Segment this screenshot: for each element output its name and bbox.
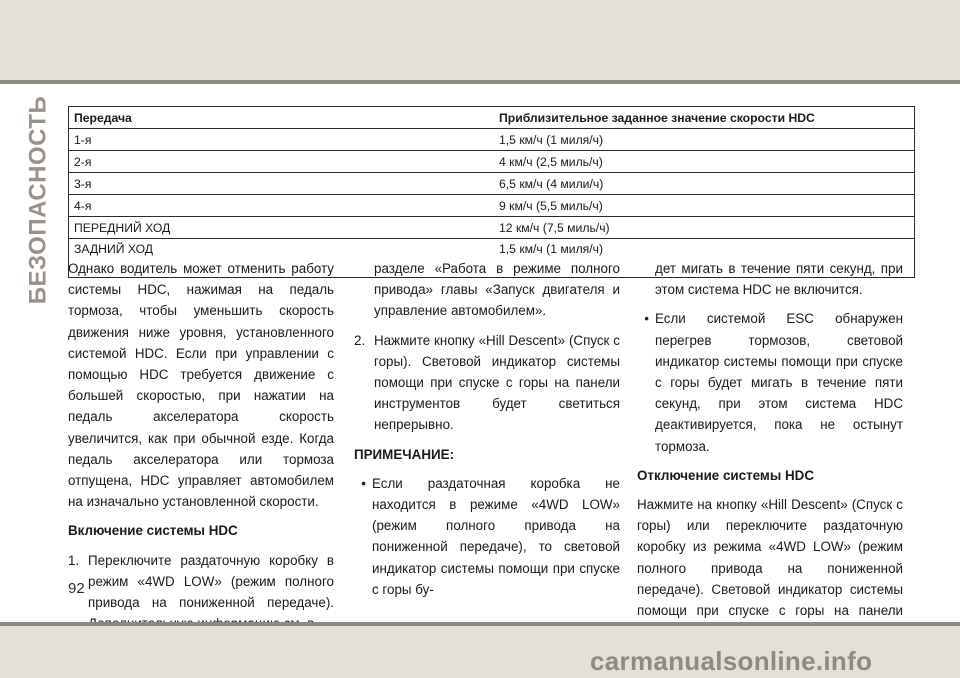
table-row (69, 173, 915, 195)
table-cell-speed: 12 км/ч (7,5 миль/ч) (494, 217, 915, 239)
table-header-row (69, 107, 915, 129)
table-row (69, 217, 915, 239)
list-item (354, 473, 620, 600)
step-number: 2. (354, 332, 366, 348)
watermark-text: carmanualsonline.info (590, 646, 873, 676)
note-bullet-text: Если системой ESC обнаружен перегрев тормозов, световой индикатор системы помощи при спуске с горы будет мигать в течение пяти секунд, при этом система HDC деактивируется, пока не остынут тормоза. (655, 311, 903, 454)
note-heading: ПРИМЕЧАНИЕ: (354, 446, 455, 462)
section-title: БЕЗОПАСНОСТЬ (24, 95, 52, 305)
list-item (354, 330, 620, 436)
table-row (69, 195, 915, 217)
section-side-tab (24, 95, 52, 305)
heading-hdc-enable: Включение системы HDC (68, 523, 238, 539)
table-cell-gear: 2-я (69, 151, 495, 173)
step-number: 1. (68, 552, 80, 568)
paragraph-hdc-disable: Нажмите на кнопку «Hill Descent» (Спуск с горы) или переключите раздаточную коробку из режима «4WD LOW» (режим полного привода на пониженной передаче). Световой индикатор системы помощи при спуске с горы на панели (637, 497, 903, 619)
list-item (637, 308, 903, 456)
bullet-icon: • (361, 475, 366, 491)
table-header-speed: Приблизительное заданное значение скорости HDC (494, 107, 915, 129)
top-band (0, 0, 960, 80)
top-band-divider (0, 80, 960, 84)
step-text-continued: разделе «Работа в режиме полного привода» главы «Запуск двигателя и управление автомобилем». (374, 261, 620, 319)
table-cell-gear: 1-я (69, 129, 495, 151)
note-bullet-text: Если раздаточная коробка не находится в режиме «4WD LOW» (режим полного привода на пониженной передаче), то световой индикатор системы помощи при спуске с горы бу- (372, 475, 620, 597)
table-cell-speed: 1,5 км/ч (1 миля/ч) (494, 129, 915, 151)
step-text: Переключите раздаточную коробку в режим «4WD LOW» (режим полного привода на пониженной передаче). (88, 552, 334, 611)
step-text: Нажмите кнопку «Hill Descent» (Спуск с горы). Световой индикатор системы помощи при спуске с горы на панели инструментов будет светиться непрерывно. (374, 332, 620, 433)
text-column-2 (354, 258, 620, 608)
text-column-1 (68, 258, 334, 642)
table-cell-gear: 3-я (69, 173, 495, 195)
table-cell-speed: 1,5 км/ч (1 миля/ч) (494, 239, 915, 278)
heading-hdc-disable: Отключение системы HDC (637, 467, 815, 483)
table-row (69, 129, 915, 151)
table-cell-speed: 4 км/ч (2,5 миль/ч) (494, 151, 915, 173)
table-header-gear: Передача (69, 107, 495, 129)
hdc-speed-table (68, 106, 915, 278)
paragraph-hdc-override: Однако водитель может отменить работу системы HDC, нажимая на педаль тормоза, чтобы уменьшить скорость движения ниже уровня, установленного системой HDC. Если при управлении с помощью HDC требуется движение с большей скоростью, при нажатии на педаль акселератора скорость увеличится, как при обычной езде. Когда педаль акселератора или тормоза отпущена, HDC управляет автомобилем на изначально установленной скорости. (68, 261, 334, 510)
text-column-3 (637, 258, 903, 650)
table-cell-speed: 9 км/ч (5,5 миль/ч) (494, 195, 915, 217)
note-bullet-continued: дет мигать в течение пяти секунд, при этом система HDC не включится. (655, 261, 903, 298)
page-number: 92 (68, 580, 85, 597)
table-cell-gear: 4-я (69, 195, 495, 217)
table-cell-speed: 6,5 км/ч (4 мили/ч) (494, 173, 915, 195)
table-cell-gear: ЗАДНИЙ ХОД (69, 239, 495, 278)
table-cell-gear: ПЕРЕДНИЙ ХОД (69, 217, 495, 239)
bullet-icon: • (644, 311, 649, 327)
table-row (69, 151, 915, 173)
